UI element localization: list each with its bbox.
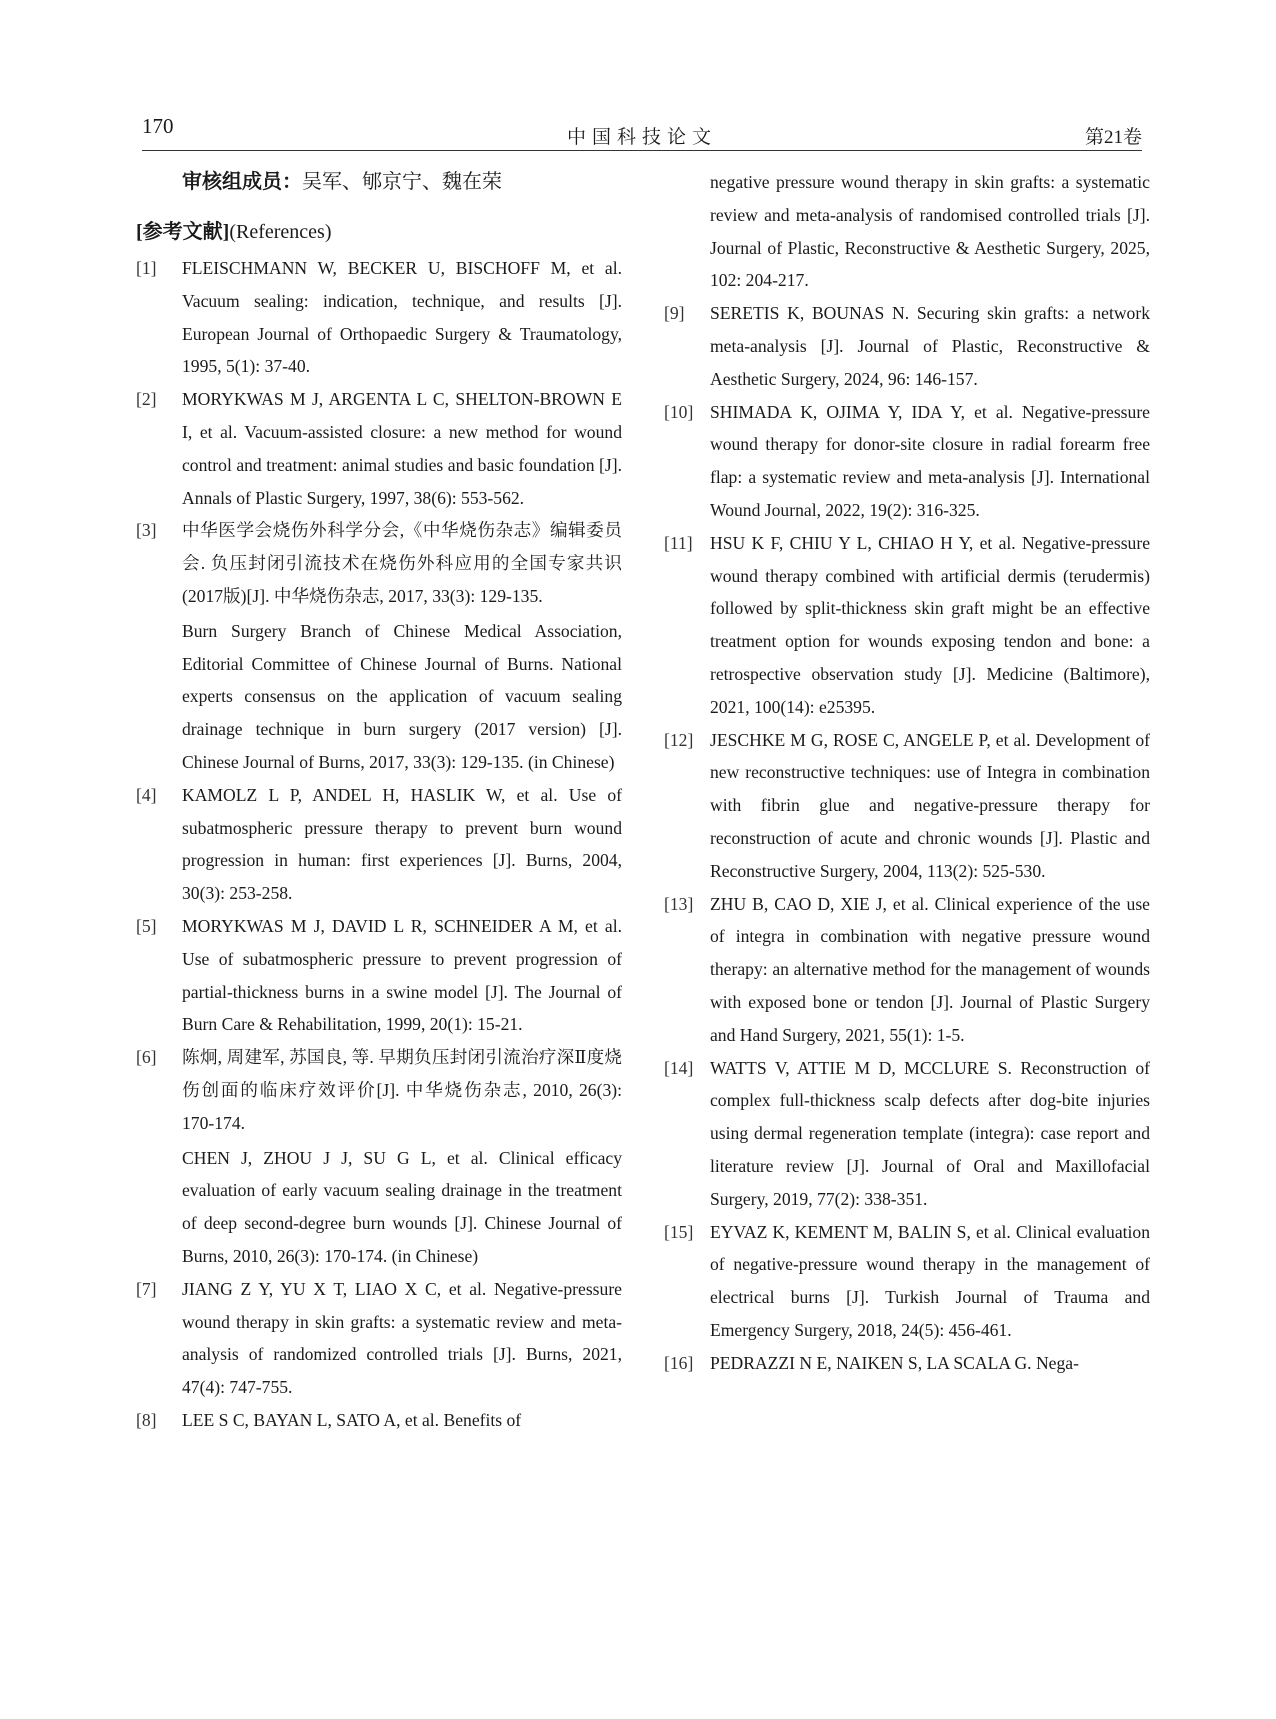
reference-number: [1] <box>136 258 157 278</box>
reference-body <box>710 396 1150 527</box>
reference-item <box>136 1273 622 1404</box>
reference-translation: CHEN J, ZHOU J J, SU G L, et al. Clinical efficacy evaluation of early vacuum sealing drainage in the treatment of deep second-degree burn wounds [J]. Chinese Journal of Burns, 2010, 26(3): 170-174. (in Chinese) <box>182 1147 622 1266</box>
reference-item <box>136 1404 622 1437</box>
reference-item <box>136 514 622 778</box>
volume-label: 第21卷 <box>1084 127 1142 148</box>
reference-text: EYVAZ K, KEMENT M, BALIN S, et al. Clinical evaluation of negative-pressure wound therapy in the management of electrical burns [J]. Turkish Journal of Trauma and Emergency Surgery, 2018, 24(5): 456-461. <box>710 1221 1150 1340</box>
reference-list-right <box>664 166 1150 1379</box>
reference-number: [10] <box>664 401 694 422</box>
reference-item <box>664 527 1150 724</box>
reference-number: [12] <box>664 729 694 750</box>
reference-text: SHIMADA K, OJIMA Y, IDA Y, et al. Negative-pressure wound therapy for donor-site closure in radial forearm free flap: a systematic review and meta-analysis [J]. International Wound Journal, 2022, 19(2): 316-325. <box>710 401 1150 520</box>
reference-text: SERETIS K, BOUNAS N. Securing skin grafts: a network meta-analysis [J]. Journal of Plastic, Reconstructive & Aesthetic Surgery, 2024, 96: 146-157. <box>710 303 1150 389</box>
reference-number <box>664 166 710 297</box>
reference-text: negative pressure wound therapy in skin grafts: a systematic review and meta-analysis of randomised controlled trials [J]. Journal of Plastic, Reconstructive & Aesthetic Surgery, 2025, 102: 204-217. <box>710 172 1150 291</box>
reference-number: [4] <box>136 784 157 805</box>
reference-item <box>136 252 622 383</box>
references-heading-english: (References) <box>229 221 332 243</box>
reference-text: ZHU B, CAO D, XIE J, et al. Clinical experience of the use of integra in combination with negative pressure wound therapy: an alternative method for the management of wounds with exposed bone or tendon [J]. Journal of Plastic Surgery and Hand Surgery, 2021, 55(1): 1-5. <box>710 893 1150 1045</box>
running-header <box>142 112 1142 151</box>
journal-name: 中国科技论文 <box>566 127 717 148</box>
reference-number: [15] <box>664 1221 694 1242</box>
reference-text: LEE S C, BAYAN L, SATO A, et al. Benefits of <box>182 1409 522 1430</box>
references-heading <box>136 216 622 248</box>
reference-text: JIANG Z Y, YU X T, LIAO X C, et al. Negative-pressure wound therapy in skin grafts: a systematic review and meta-analysis of randomized controlled trials [J]. Burns, 2021, 47(4): 747-755. <box>182 1278 622 1398</box>
reference-number: [16] <box>664 1352 694 1373</box>
reference-number: [5] <box>136 915 157 936</box>
reference-body <box>710 527 1150 724</box>
reference-item <box>664 166 1150 297</box>
reference-item <box>664 888 1150 1052</box>
reference-text: FLEISCHMANN W, BECKER U, BISCHOFF M, et al. Vacuum sealing: indication, technique, and results [J]. European Journal of Orthopaedic Surgery & Traumatology, 1995, 5(1): 37-40. <box>182 258 622 377</box>
reference-body <box>182 1273 622 1404</box>
reviewers-line <box>136 166 622 198</box>
reference-body <box>182 252 622 383</box>
reference-number: [6] <box>136 1047 157 1068</box>
reviewers-names: 吴军、郇京宁、魏在荣 <box>302 171 502 193</box>
reference-text: HSU K F, CHIU Y L, CHIAO H Y, et al. Negative-pressure wound therapy combined with artificial dermis (terudermis) followed by split-thickness skin graft might be an effective treatment option for wounds exposing tendon and bone: a retrospective observation study [J]. Medicine (Baltimore), 2021, 100(14): e25395. <box>710 532 1150 717</box>
reference-number: [3] <box>136 520 157 541</box>
reference-item <box>664 1347 1150 1380</box>
reference-text: PEDRAZZI N E, NAIKEN S, LA SCALA G. Nega- <box>710 1352 1079 1373</box>
reference-body <box>182 1041 622 1273</box>
right-column <box>664 166 1150 1379</box>
reference-body <box>710 297 1150 395</box>
reference-body <box>182 1404 622 1437</box>
reference-number: [2] <box>136 389 157 410</box>
reference-body <box>710 166 1150 297</box>
reference-number: [7] <box>136 1278 157 1299</box>
reference-number: [8] <box>136 1409 157 1430</box>
reference-body <box>182 383 622 514</box>
reference-translation: Burn Surgery Branch of Chinese Medical Association, Editorial Committee of Chinese Journal of Burns. National experts consensus on the application of vacuum sealing drainage technique in burn surgery (2017 version) [J]. Chinese Journal of Burns, 2017, 33(3): 129-135. (in Chinese) <box>182 620 622 772</box>
page-number: 170 <box>142 114 174 138</box>
left-column <box>136 166 622 1437</box>
reference-body <box>182 779 622 910</box>
reference-text: MORYKWAS M J, DAVID L R, SCHNEIDER A M, et al. Use of subatmospheric pressure to prevent progression of partial-thickness burns in a swine model [J]. The Journal of Burn Care & Rehabilitation, 1999, 20(1): 15-21. <box>182 915 622 1035</box>
reference-body <box>710 1216 1150 1347</box>
reference-body <box>710 888 1150 1052</box>
reference-item <box>664 1052 1150 1216</box>
reference-body <box>182 514 622 778</box>
reference-number: [13] <box>664 893 694 914</box>
reference-item <box>136 910 622 1041</box>
reference-item <box>136 383 622 514</box>
reference-number: [14] <box>664 1057 694 1078</box>
reference-body <box>710 724 1150 888</box>
reference-text: JESCHKE M G, ROSE C, ANGELE P, et al. Development of new reconstructive techniques: use of Integra in combination with fibrin glue and negative-pressure therapy for reconstruction of acute and chronic wounds [J]. Plastic and Reconstructive Surgery, 2004, 113(2): 525-530. <box>710 729 1150 881</box>
reference-body <box>710 1347 1150 1380</box>
reference-text: KAMOLZ L P, ANDEL H, HASLIK W, et al. Use of subatmospheric pressure therapy to prevent burn wound progression in human: first experiences [J]. Burns, 2004, 30(3): 253-258. <box>182 784 622 904</box>
reference-list-left <box>136 252 622 1437</box>
reference-item <box>664 396 1150 527</box>
reference-item <box>664 724 1150 888</box>
reference-body <box>710 1052 1150 1216</box>
reference-item <box>664 1216 1150 1347</box>
reference-item <box>136 779 622 910</box>
reference-number: [9] <box>664 303 685 324</box>
reference-item <box>136 1041 622 1273</box>
reference-text: 陈炯, 周建军, 苏国良, 等. 早期负压封闭引流治疗深Ⅱ度烧伤创面的临床疗效评价[J]. 中华烧伤杂志, 2010, 26(3): 170-174. <box>182 1047 622 1133</box>
references-heading-label: [参考文献] <box>136 221 230 243</box>
reference-text: MORYKWAS M J, ARGENTA L C, SHELTON-BROWN E I, et al. Vacuum-assisted closure: a new method for wound control and treatment: animal studies and basic foundation [J]. Annals of Plastic Surgery, 1997, 38(6): 553-562. <box>182 389 622 508</box>
reference-text: WATTS V, ATTIE M D, MCCLURE S. Reconstruction of complex full-thickness scalp defects after dog-bite injuries using dermal regeneration template (integra): case report and literature review [J]. Journal of Oral and Maxillofacial Surgery, 2019, 77(2): 338-351. <box>710 1057 1150 1209</box>
reference-item <box>664 297 1150 395</box>
reviewers-label: 审核组成员： <box>182 171 302 193</box>
reference-body <box>182 910 622 1041</box>
reference-number: [11] <box>664 532 693 553</box>
reference-text: 中华医学会烧伤外科学分会,《中华烧伤杂志》编辑委员会. 负压封闭引流技术在烧伤外科应用的全国专家共识(2017版)[J]. 中华烧伤杂志, 2017, 33(3): 129-135. <box>182 520 622 606</box>
